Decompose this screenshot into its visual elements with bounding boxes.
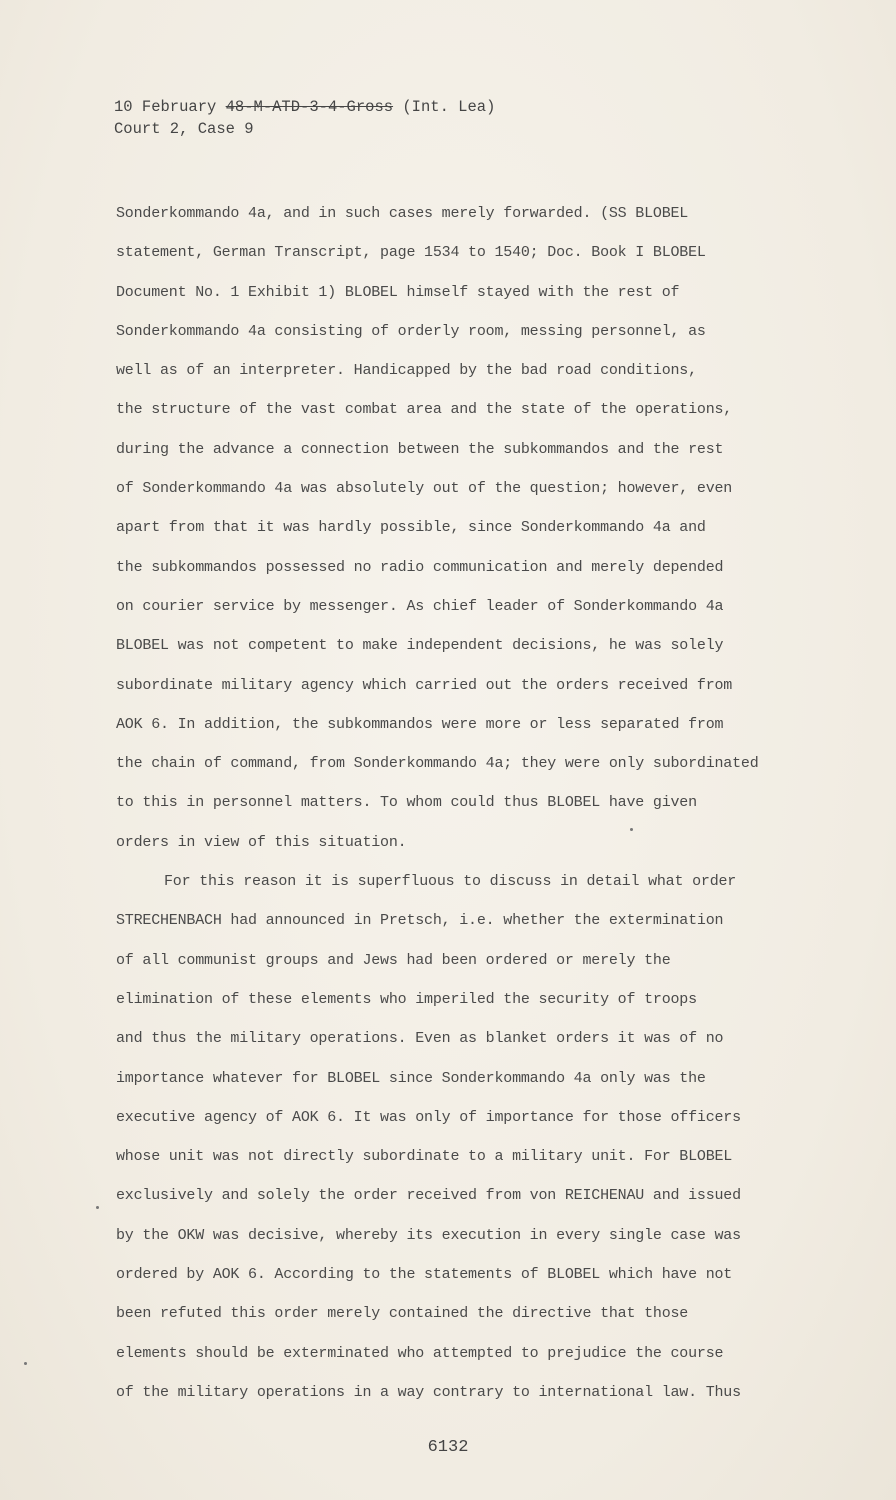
body-line: importance whatever for BLOBEL since Sonderkommando 4a only was the xyxy=(116,1069,706,1087)
body-line: Sonderkommando 4a, and in such cases merely forwarded. (SS BLOBEL xyxy=(116,205,689,222)
body-line: of the military operations in a way contrary to international law. Thus xyxy=(116,1383,741,1401)
body-line: statement, German Transcript, page 1534 to 1540; Doc. Book I BLOBEL xyxy=(116,244,706,262)
body-line: been refuted this order merely contained the directive that those xyxy=(116,1305,689,1323)
body-line: of all communist groups and Jews had been ordered or merely the xyxy=(116,951,671,969)
body-line: by the OKW was decisive, whereby its execution in every single case was xyxy=(116,1226,741,1244)
body-line: orders in view of this situation. xyxy=(116,833,407,851)
body-line: during the advance a connection between the subkommandos and the rest xyxy=(116,440,724,458)
document-header xyxy=(114,96,495,140)
body-line: elements should be exterminated who attempted to prejudice the course xyxy=(116,1344,724,1362)
body-line: the structure of the vast combat area and the state of the operations, xyxy=(116,401,733,419)
body-line: and thus the military operations. Even as blanket orders it was of no xyxy=(116,1030,724,1048)
header-struck-reference: 48-M-ATD-3-4-Gross xyxy=(225,98,394,116)
paper-speck xyxy=(630,828,633,831)
body-line: well as of an interpreter. Handicapped by the bad road conditions, xyxy=(116,362,697,380)
body-line: ordered by AOK 6. According to the statements of BLOBEL which have not xyxy=(116,1266,733,1284)
header-date-line xyxy=(114,96,495,118)
body-line: of Sonderkommando 4a was absolutely out of the question; however, even xyxy=(116,480,733,498)
body-line: on courier service by messenger. As chief leader of Sonderkommando 4a xyxy=(116,597,724,615)
body-line: the subkommandos possessed no radio communication and merely depended xyxy=(116,558,724,576)
body-line: Sonderkommando 4a consisting of orderly room, messing personnel, as xyxy=(116,322,706,340)
body-line: AOK 6. In addition, the subkommandos were more or less separated from xyxy=(116,715,724,733)
header-court-line: Court 2, Case 9 xyxy=(114,120,254,138)
body-line: executive agency of AOK 6. It was only of importance for those officers xyxy=(116,1108,741,1126)
body-line: whose unit was not directly subordinate to a military unit. For BLOBEL xyxy=(116,1148,733,1166)
body-line: exclusively and solely the order received from von REICHENAU and issued xyxy=(116,1187,741,1205)
paragraph-start-line: For this reason it is superfluous to discuss in detail what order xyxy=(164,873,737,891)
header-date: 10 February xyxy=(114,98,226,116)
body-line: STRECHENBACH had announced in Pretsch, i.e. whether the extermination xyxy=(116,912,724,930)
paper-speck xyxy=(96,1206,99,1209)
paper-speck xyxy=(24,1362,27,1365)
page-number: 6132 xyxy=(427,1438,469,1457)
body-line: apart from that it was hardly possible, since Sonderkommando 4a and xyxy=(116,519,706,537)
document-body xyxy=(116,194,836,1412)
body-line: the chain of command, from Sonderkommando 4a; they were only subordinated xyxy=(116,755,759,773)
body-line: to this in personnel matters. To whom could thus BLOBEL have given xyxy=(116,794,697,812)
header-interpreter: (Int. Lea) xyxy=(393,98,496,116)
body-line: subordinate military agency which carried out the orders received from xyxy=(116,676,733,694)
body-line: Document No. 1 Exhibit 1) BLOBEL himself stayed with the rest of xyxy=(116,283,680,301)
body-line: BLOBEL was not competent to make independent decisions, he was solely xyxy=(116,637,724,655)
body-line: elimination of these elements who imperiled the security of troops xyxy=(116,990,697,1008)
